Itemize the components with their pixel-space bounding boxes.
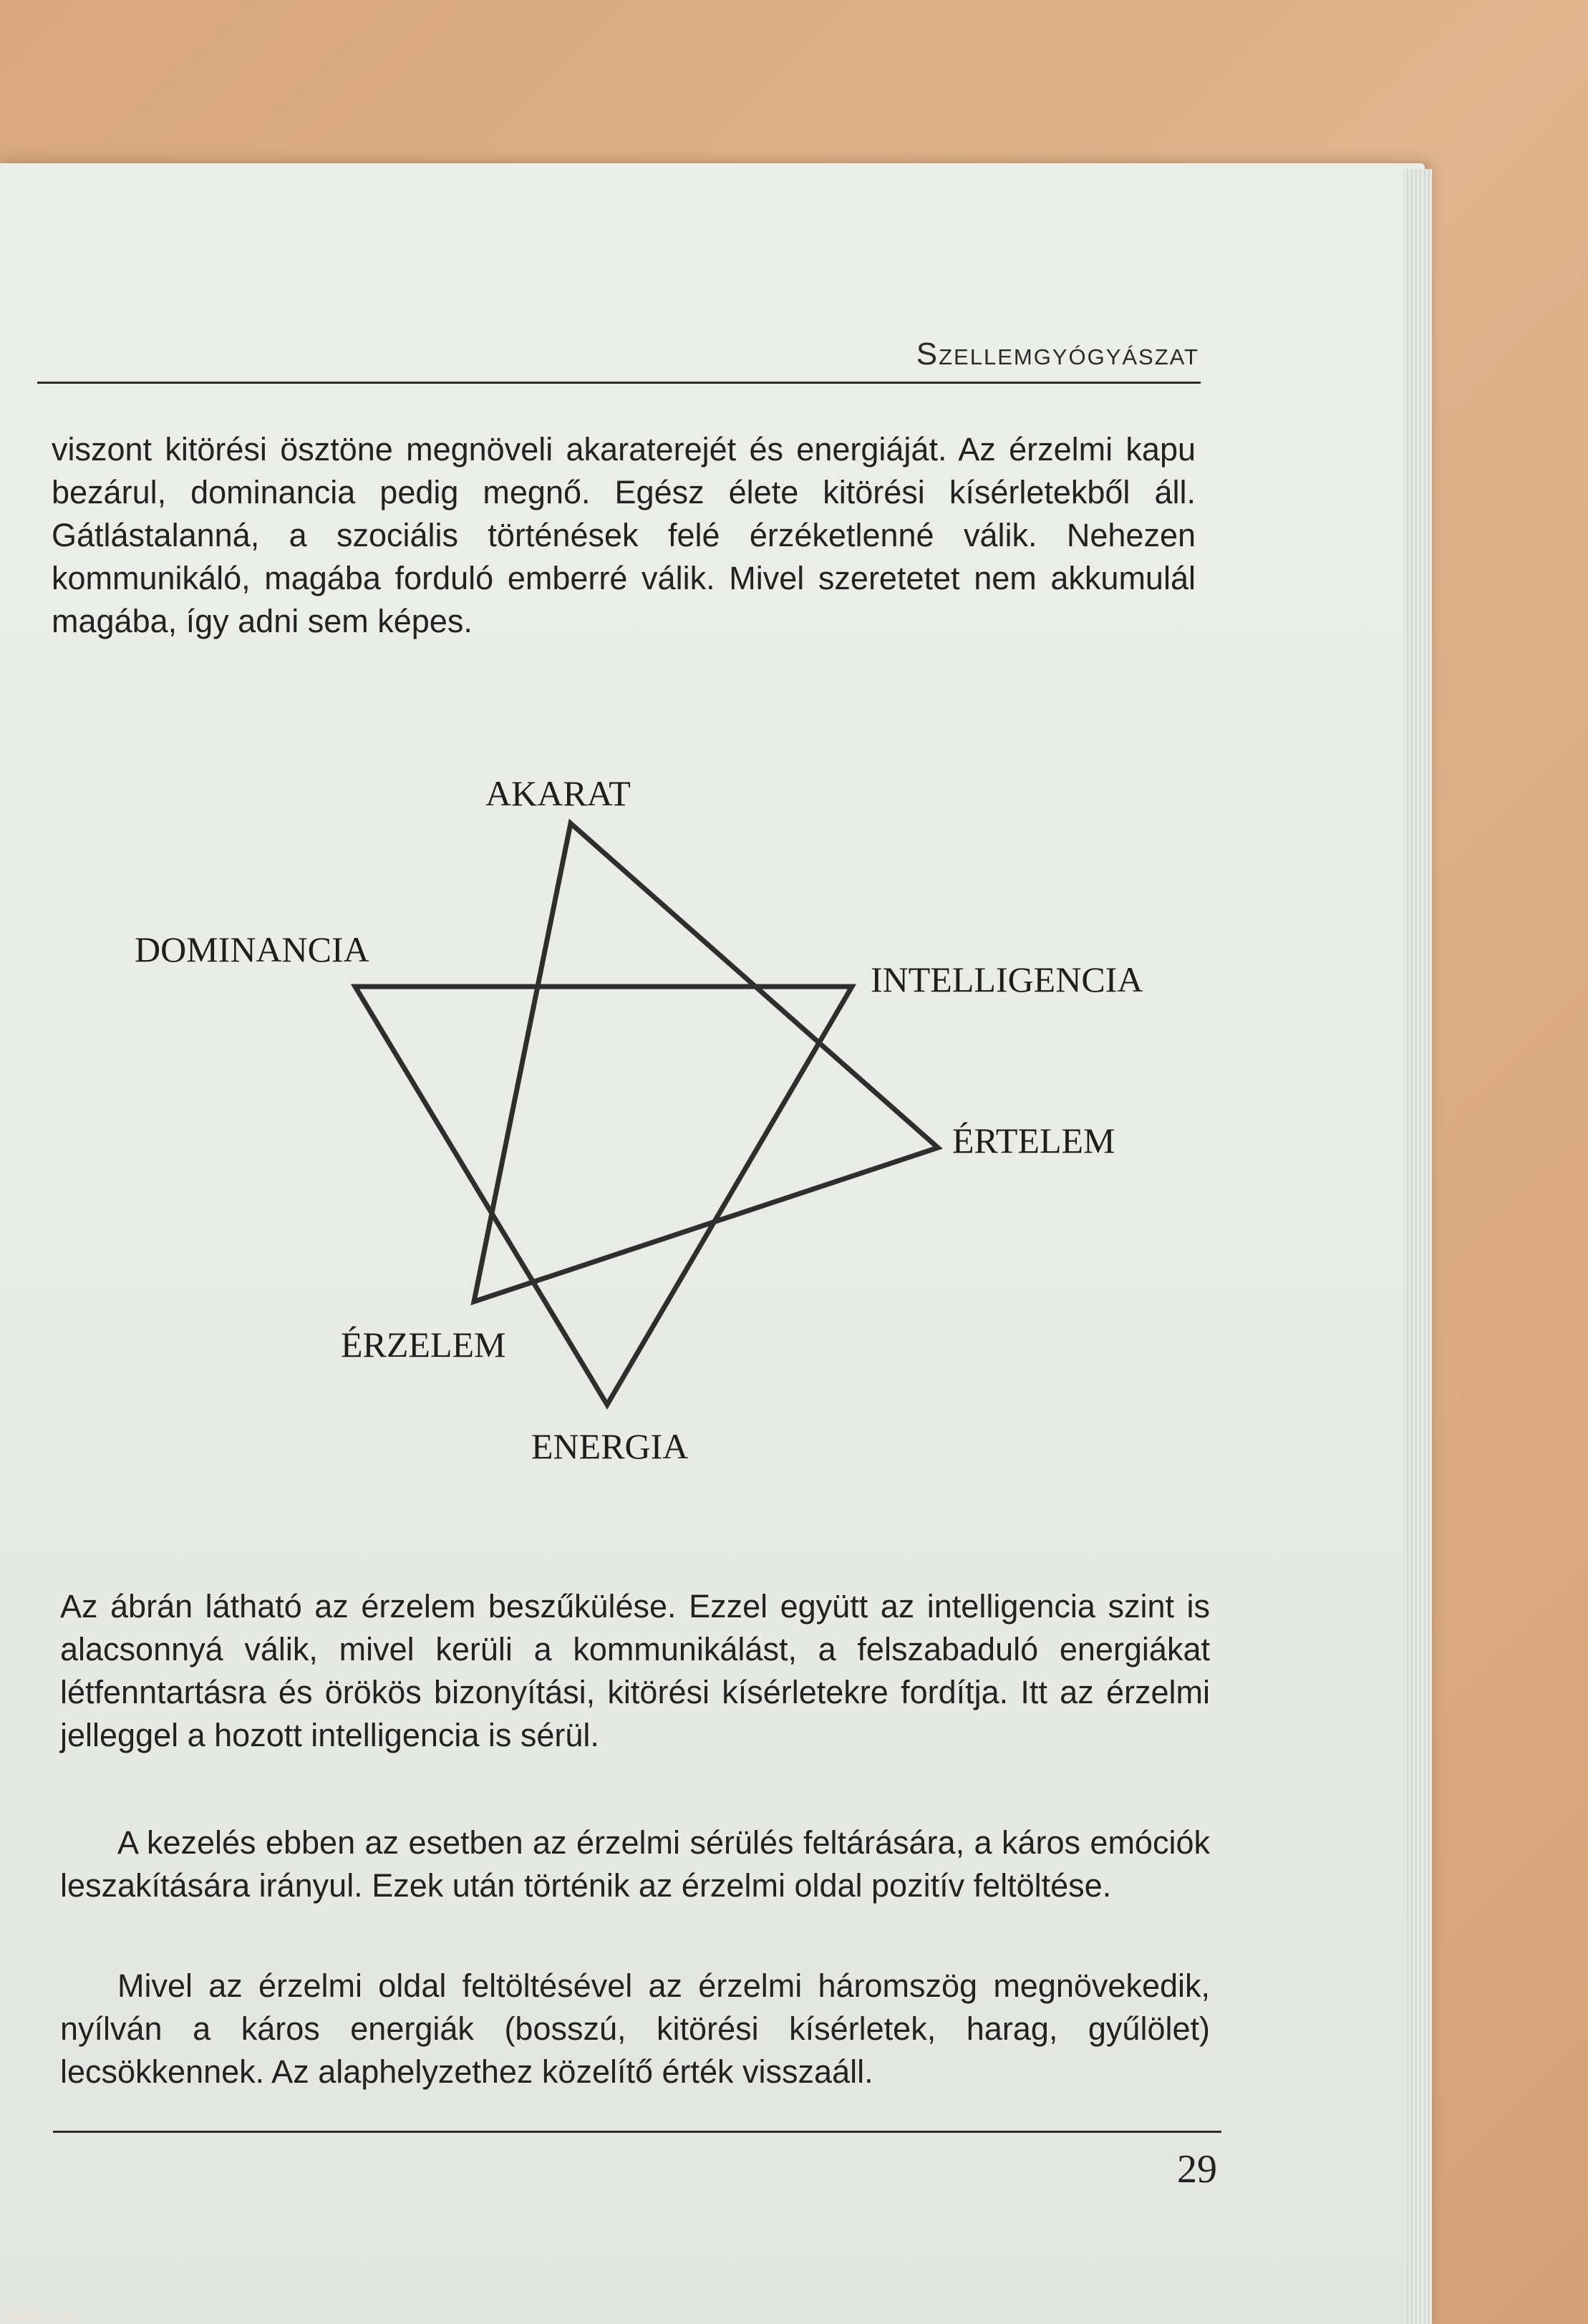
label-intelligencia: INTELLIGENCIA [871,959,1143,999]
label-energia: ENERGIA [531,1426,689,1466]
paragraph-2: Az ábrán látható az érzelem beszűkülése. Ezzel együtt az intelligencia szint is alacsonnyá válik, mivel kerüli a kommunikálást, a felszabaduló energiákat létfenntartásra és örökös bizonyítási, kitörési kísérletekre fordítja. Itt az érzelmi jelleggel a hozott intelligencia is sérül. [60,1588,1210,1753]
label-ertelem: ÉRTELEM [952,1120,1115,1161]
label-akarat: AKARAT [485,773,631,813]
watermark: Antikvarium.hu [6,2311,72,2323]
running-head: Szellemgyógyászat [916,337,1199,372]
label-dominancia: DOMINANCIA [135,929,369,969]
paragraph-4: Mivel az érzelmi oldal feltöltésével az érzelmi háromszög megnövekedik, nyílván a káros energiák (bosszú, kitörési kísérletek, harag, gyűlölet) lecsökkennek. Az alaphelyzethez közelítő érték visszaáll. [60,1967,1210,2090]
footer-rule [53,2131,1221,2133]
tilted-triangle [474,823,938,1302]
paragraph-3: A kezelés ebben az esetben az érzelmi sérülés feltárására, a káros emóciók leszakítására irányul. Ezek után történik az érzelmi oldal pozitív feltöltése. [60,1824,1210,1904]
label-erzelem: ÉRZELEM [341,1325,506,1365]
page-number: 29 [1177,2147,1217,2192]
paragraph-1: viszont kitörési ösztöne megnöveli akaraterejét és energiáját. Az érzelmi kapu bezárul, dominancia pedig megnő. Egész élete kitörési kísérletekből áll. Gátlástalanná, a szociális történések felé érzéketlenné válik. Nehezen kommunikáló, magába forduló emberré válik. Mivel szeretetet nem akkumulál magába, így adni sem képes. [52,431,1196,639]
